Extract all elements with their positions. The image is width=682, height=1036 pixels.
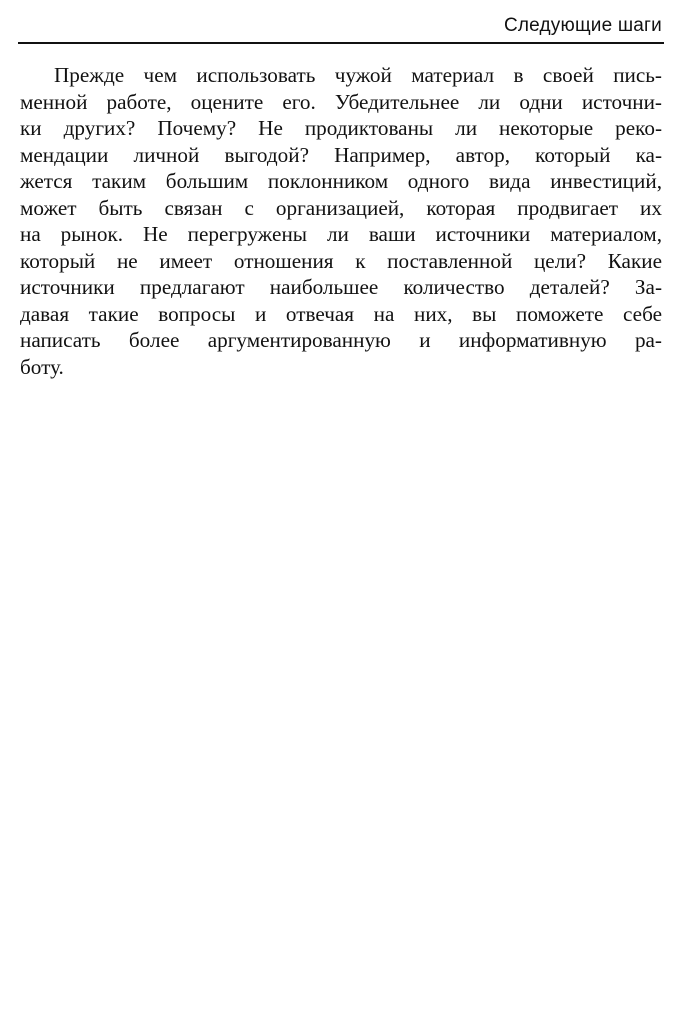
running-header-title: Следующие шаги <box>503 15 662 36</box>
paragraph-line: ки других? Почему? Не продиктованы ли некоторые реко- <box>20 116 662 140</box>
paragraph-line: менной работе, оцените его. Убедительнее ли одни источни- <box>20 89 662 114</box>
paragraph-line: мендации личной выгодой? Например, автор, который ка- <box>20 142 662 167</box>
paragraph-line: источники предлагают наибольшее количество деталей? За- <box>20 275 662 299</box>
paragraph-line: на рынок. Не перегружены ли ваши источники материалом, <box>20 222 662 246</box>
paragraph-line: который не имеет отношения к поставленной цели? Какие <box>20 248 662 273</box>
paragraph-line: давая такие вопросы и отвечая на них, вы поможете себе <box>20 301 662 326</box>
paragraph-line: Прежде чем использовать чужой материал в своей пись- <box>54 63 662 87</box>
body-paragraph <box>20 62 662 380</box>
paragraph-line: может быть связан с организацией, которая продвигает их <box>20 195 662 220</box>
paragraph-line: жется таким большим поклонником одного вида инвестиций, <box>20 169 662 193</box>
paragraph-line: написать более аргументированную и информативную ра- <box>20 328 662 352</box>
running-header <box>18 12 664 44</box>
paragraph-line: боту. <box>20 354 64 379</box>
